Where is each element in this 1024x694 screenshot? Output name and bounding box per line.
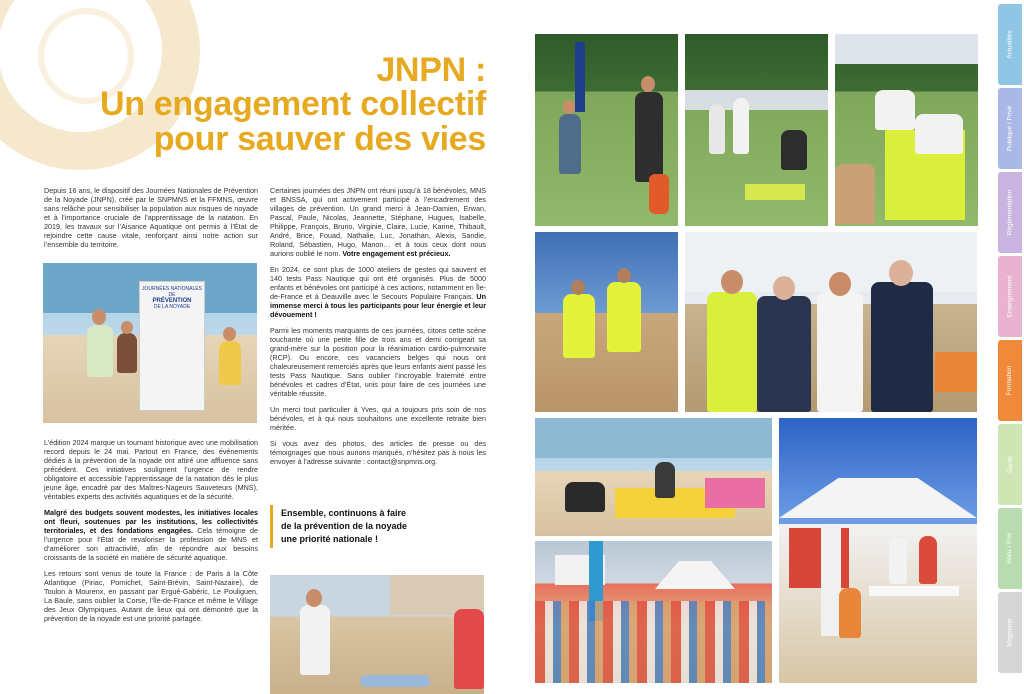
tab-label: Formation: [1006, 365, 1014, 396]
photo-officials: [685, 232, 977, 412]
photo-grass-group: [685, 34, 828, 226]
section-tabs: [998, 4, 1024, 676]
tab-label: Enseignement: [1006, 275, 1014, 318]
photo-mats-workshop: [535, 418, 772, 536]
bold-text: Votre engagement est précieux.: [340, 249, 451, 258]
photo-pool-poster: [43, 263, 257, 423]
prevention-poster: [139, 281, 205, 411]
bold-text: Malgré des budgets souvent modestes, les initiatives locales ont fleuri, soutenues par les institutions, les collectivités territoriales, et des fondations engagées.: [44, 508, 258, 535]
paragraph: [270, 186, 486, 258]
tab-sante[interactable]: [998, 424, 1022, 505]
title-line-2: Un engagement collectif: [99, 85, 486, 124]
tab-label: Réglementation: [1006, 189, 1014, 236]
paragraph: [270, 265, 486, 319]
photo-lifeguards: [535, 232, 678, 412]
left-column-bottom: [44, 438, 258, 630]
paragraph: Depuis 16 ans, le dispositif des Journées Nationales de Prévention de la Noyade (JNPN), créé par le SNPMNS et la FFMNS, œuvre sans relâche pour sensibiliser la population aux risques de noyade et à l’importance cruciale de l’apprentissage de la natation. En 2019, les travaux sur l’Aisance Aquatique ont permis à l’État de rejoindre cette cause vitale, renforçant ainsi notre action sur l’ensemble du territoire.: [44, 186, 258, 249]
text: Certaines journées des JNPN ont réuni jusqu’à 18 bénévoles, MNS et BNSSA, qui ont activement participé à l’encadrement des villages de prévention. Un grand merci à Jean-Damien, Erwan, Pascal, Paule, Nicolas, Jeannette, Stéphane, Hugues, Isabelle, Philippe, François, Bruno, Virginie, Claire, Lucie, Karine, Thibault, André, Brice, Fouad, Nathalie, Luc, Jonathan, Alexis, Sandie, Roland, Sébastien, Hugo, Manon… et à tous ceux dont nous aurions oublié le nom.: [270, 186, 486, 258]
paragraph: Si vous avez des photos, des articles de presse ou des témoignages que nous aurions manqués, n’hésitez pas à nous les envoyer à l’adresse suivante : contact@snpmns.org.: [270, 439, 486, 466]
photo-cpr-training: [835, 34, 978, 226]
tab-magazine[interactable]: [998, 592, 1022, 673]
article-title: [16, 50, 486, 159]
tab-label: Actualités: [1006, 30, 1014, 59]
poster-line-2: PRÉVENTION: [152, 298, 192, 304]
title-line-1: JNPN :: [376, 50, 486, 89]
tab-reglementation[interactable]: [998, 172, 1022, 253]
tab-label: Magazine: [1006, 618, 1014, 647]
photo-grass-rope: [535, 34, 678, 226]
poster-line-3: DE LA NOYADE: [153, 304, 191, 310]
bold-text: Un immense merci à tous les participants pour leur énergie et leur dévouement !: [270, 292, 487, 319]
text: En 2024, ce sont plus de 1000 ateliers de gestes qui sauvent et 140 tests Pass Nautique qui ont été organisés. Plus de 5000 enfants et bénévoles ont participé à ces actions, notamment en Île-de-France et à Deauville avec le Secours Populaire Français.: [270, 265, 486, 301]
title-line-3: pour sauver des vies: [153, 120, 486, 159]
poster-line-1: JOURNÉES NATIONALES DE: [142, 286, 202, 298]
paragraph: Parmi les moments marquants de ces journées, citons cette scène touchante où une petite fille de trois ans et demi corrigeait sa grand-mère sur la position pour la réanimation cardio-pulmonaire (RCP). Ou encore, ces vacanciers belges qui nous ont chaleureusement remerciés après que leurs enfants aient passé les tests Pass Nautique. Sans oublier l’incroyable fraternité entre bénévoles et cadres d’État, unis pour faire de ces journées une véritable réussite.: [270, 326, 486, 398]
tab-secu-env[interactable]: [998, 508, 1022, 589]
callout-line-2: de la prévention de la noyade: [281, 521, 408, 531]
tab-enseignement[interactable]: [998, 256, 1022, 337]
callout-quote: [270, 505, 479, 548]
callout-line-3: une priorité nationale !: [281, 534, 379, 544]
photo-prevention-tent: [779, 418, 977, 683]
callout-line-1: Ensemble, continuons à faire: [281, 508, 407, 518]
middle-column: [270, 186, 486, 473]
tab-label: Santé: [1006, 456, 1014, 473]
paragraph: Les retours sont venus de toute la France : de Paris à la Côte Atlantique (Piriac, Pornichet, Saint-Brévin, Saint-Nazaire), de Toulon à Mourenx, en passant par Ergué-Gabéric, Le Pouliguen, La Baule, sans oublier la Corse, l’Île-de-France et même le Village des Jeux Olympiques. Autant de lieux qui ont démontré que la prévention de la noyade est une priorité partagée.: [44, 569, 258, 623]
tab-publique-prive[interactable]: [998, 88, 1022, 169]
paragraph: Un merci tout particulier à Yves, qui a toujours pris soin de nos bénévoles, et à qui nous souhaitons une excellente retraite bien méritée.: [270, 405, 486, 432]
left-column-top: [44, 186, 258, 256]
tab-label: Publique / Privé: [1006, 105, 1014, 152]
tab-formation[interactable]: [998, 340, 1022, 421]
tab-actualites[interactable]: [998, 4, 1022, 85]
text: Cela témoigne de l’urgence pour l’État de revaloriser la profession de MNS et d’améliorer son attractivité, afin de répondre aux besoins croissants de la société en matière de sécurité aquatique.: [44, 526, 258, 562]
paragraph: L’édition 2024 marque un tournant historique avec une mobilisation record depuis le 24 mai. Partout en France, des événements dédiés à la prévention de la noyade ont attiré une affluence sans précédent. Ces initiatives soulignent l’urgence de rendre obligatoire et accessible l’apprentissage de la natation dès le plus jeune âge, encadré par des Maîtres-Nageurs Sauveteurs (MNS), véritables experts des activités aquatiques et de la sécurité.: [44, 438, 258, 501]
photo-crowd-beach: [535, 541, 772, 683]
tab-label: Sécu / Env: [1006, 532, 1014, 565]
photo-beach-rescue: [270, 575, 484, 694]
paragraph: [44, 508, 258, 562]
